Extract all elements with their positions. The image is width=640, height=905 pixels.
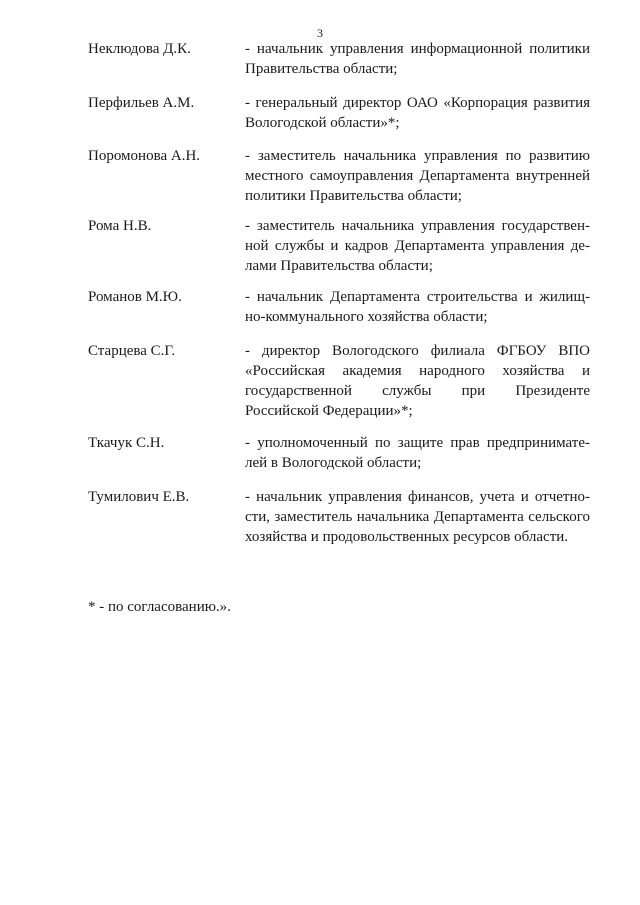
- role-line: лами Правительства области;: [245, 258, 433, 274]
- role-line: Российской Федерации»*;: [245, 403, 413, 419]
- role-line: государственной службы при Президенте: [245, 383, 590, 399]
- member-name: Тумилович Е.В.: [88, 489, 190, 505]
- member-name: Неклюдова Д.К.: [88, 41, 191, 57]
- member-role: [245, 433, 590, 473]
- role-line: Вологодской области»*;: [245, 115, 400, 131]
- role-line: - генеральный директор ОАО «Корпорация развития: [245, 95, 590, 111]
- role-line: лей в Вологодской области;: [245, 455, 422, 471]
- role-line: - уполномоченный по защите прав предпринимате-: [245, 435, 590, 451]
- role-line: - начальник Департамента строительства и жилищ-: [245, 289, 590, 305]
- role-line: сти, заместитель начальника Департамента сельского: [245, 509, 590, 525]
- page-number: 3: [317, 26, 323, 40]
- role-line: местного самоуправления Департамента внутренней: [245, 168, 590, 184]
- member-role: [245, 216, 590, 276]
- member-name: Рома Н.В.: [88, 218, 152, 234]
- role-line: - начальник управления информационной политики: [245, 41, 590, 57]
- role-line: но-коммунального хозяйства области;: [245, 309, 488, 325]
- footnote: * - по согласованию.».: [88, 599, 231, 615]
- role-line: - заместитель начальника управления по развитию: [245, 148, 590, 164]
- member-name: Старцева С.Г.: [88, 343, 176, 359]
- member-role: [245, 341, 590, 421]
- member-role: [245, 39, 590, 79]
- member-role: [245, 487, 590, 547]
- member-name: Перфильев А.М.: [88, 95, 195, 111]
- role-line: - директор Вологодского филиала ФГБОУ ВПО: [245, 343, 590, 359]
- role-line: Правительства области;: [245, 61, 398, 77]
- role-line: хозяйства и продовольственных ресурсов области.: [245, 529, 569, 545]
- role-line: политики Правительства области;: [245, 188, 462, 204]
- role-line: - начальник управления финансов, учета и отчетно-: [245, 489, 590, 505]
- member-role: [245, 93, 590, 133]
- role-line: - заместитель начальника управления государствен-: [245, 218, 590, 234]
- member-name: Романов М.Ю.: [88, 289, 182, 305]
- member-name: Ткачук С.Н.: [88, 435, 165, 451]
- member-role: [245, 146, 590, 206]
- role-line: «Российская академия народного хозяйства и: [245, 363, 590, 379]
- role-line: ной службы и кадров Департамента управления де-: [245, 238, 590, 254]
- member-role: [245, 287, 590, 327]
- member-name: Поромонова А.Н.: [88, 148, 201, 164]
